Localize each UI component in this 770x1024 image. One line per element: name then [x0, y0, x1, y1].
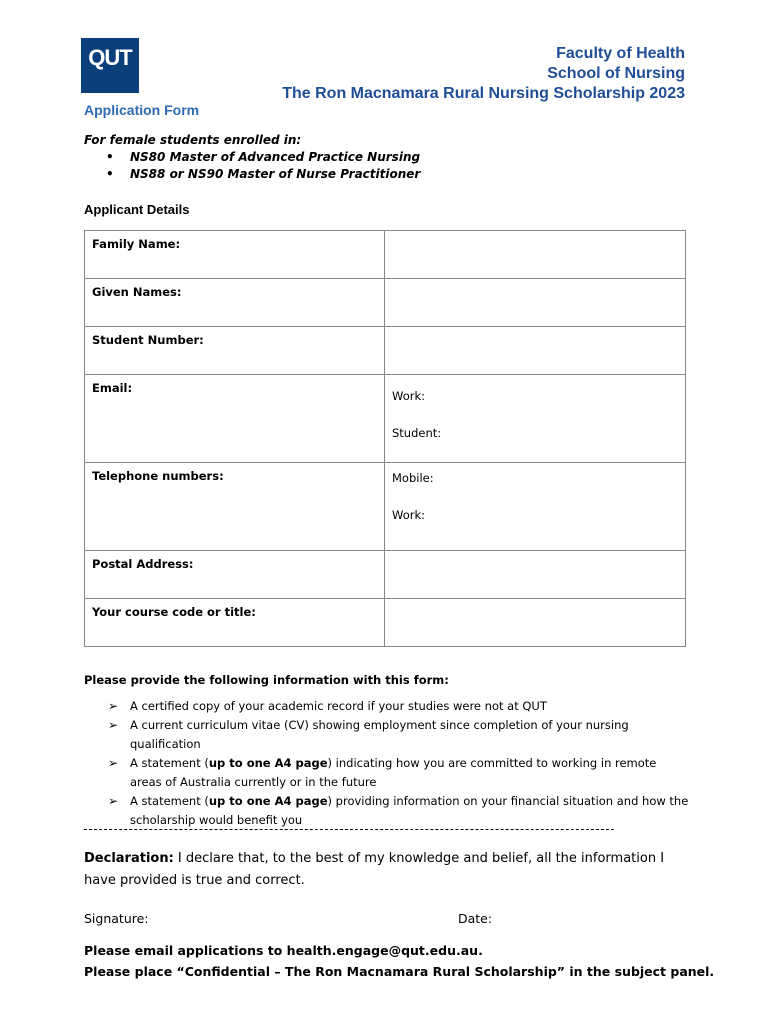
requirement-text: ) providing information on your financial situation and how the scholarship would benefit you — [130, 794, 689, 827]
requirement-text: A current curriculum vitae (CV) showing employment since completion of your nursing qualification — [130, 718, 629, 751]
table-row — [85, 551, 686, 599]
email-work-label: Work: — [392, 389, 425, 403]
course-field[interactable] — [385, 599, 686, 647]
date-label: Date: — [458, 911, 493, 926]
applicant-details-table — [84, 230, 686, 647]
requirement-text: A certified copy of your academic record if your studies were not at QUT — [130, 699, 547, 713]
table-row — [85, 231, 686, 279]
family-name-field[interactable] — [385, 231, 686, 279]
tel-mobile-label: Mobile: — [392, 471, 434, 485]
eligibility-intro — [84, 133, 420, 181]
submission-instructions — [84, 940, 714, 982]
email-student-label: Student: — [392, 426, 442, 440]
email-instruction: Please email applications to health.engage@qut.edu.au. — [84, 943, 483, 958]
school-heading: School of Nursing — [547, 65, 685, 82]
eligibility-lead: For female students enrolled in: — [84, 133, 302, 147]
email-label: Email: — [85, 375, 385, 463]
course-label: Your course code or title: — [85, 599, 385, 647]
declaration — [84, 848, 694, 892]
tel-work-label: Work: — [392, 508, 425, 522]
scholarship-title: The Ron Macnamara Rural Nursing Scholarship 2023 — [282, 85, 685, 102]
qut-logo — [81, 38, 139, 93]
list-item — [84, 754, 689, 792]
qut-logo-text: QUT — [88, 45, 132, 70]
list-item — [84, 792, 689, 830]
list-item — [84, 716, 689, 754]
postal-address-field[interactable] — [385, 551, 686, 599]
requirement-emphasis: up to one A4 page — [208, 794, 328, 808]
faculty-heading: Faculty of Health — [556, 45, 685, 62]
list-item — [84, 697, 689, 716]
table-row — [85, 279, 686, 327]
requirement-text: A statement ( — [130, 756, 209, 770]
requirement-text: A statement ( — [130, 794, 209, 808]
requirement-text: ) indicating how you are committed to working in remote areas of Australia currently or in the future — [130, 756, 657, 789]
table-row — [85, 375, 686, 463]
signature-label: Signature: — [84, 911, 149, 926]
provide-heading: Please provide the following information with this form: — [84, 673, 449, 687]
applicant-details-heading: Applicant Details — [84, 202, 190, 217]
family-name-label: Family Name: — [85, 231, 385, 279]
declaration-label: Declaration: — [84, 851, 174, 866]
telephone-field[interactable] — [385, 463, 686, 551]
subject-instruction: Please place “Confidential – The Ron Macnamara Rural Scholarship” in the subject panel. — [84, 964, 715, 979]
email-field[interactable] — [385, 375, 686, 463]
student-number-field[interactable] — [385, 327, 686, 375]
table-row — [85, 463, 686, 551]
given-names-label: Given Names: — [85, 279, 385, 327]
course-item: • NS88 or NS90 Master of Nurse Practitioner — [84, 167, 420, 181]
postal-address-label: Postal Address: — [85, 551, 385, 599]
table-row — [85, 599, 686, 647]
requirement-emphasis: up to one A4 page — [208, 756, 328, 770]
student-number-label: Student Number: — [85, 327, 385, 375]
divider — [84, 829, 614, 830]
telephone-label: Telephone numbers: — [85, 463, 385, 551]
declaration-text: I declare that, to the best of my knowledge and belief, all the information I have provided is true and correct. — [84, 851, 665, 888]
given-names-field[interactable] — [385, 279, 686, 327]
requirements-list — [84, 697, 689, 830]
course-item: • NS80 Master of Advanced Practice Nursing — [84, 150, 420, 164]
form-label: Application Form — [84, 102, 200, 118]
table-row — [85, 327, 686, 375]
